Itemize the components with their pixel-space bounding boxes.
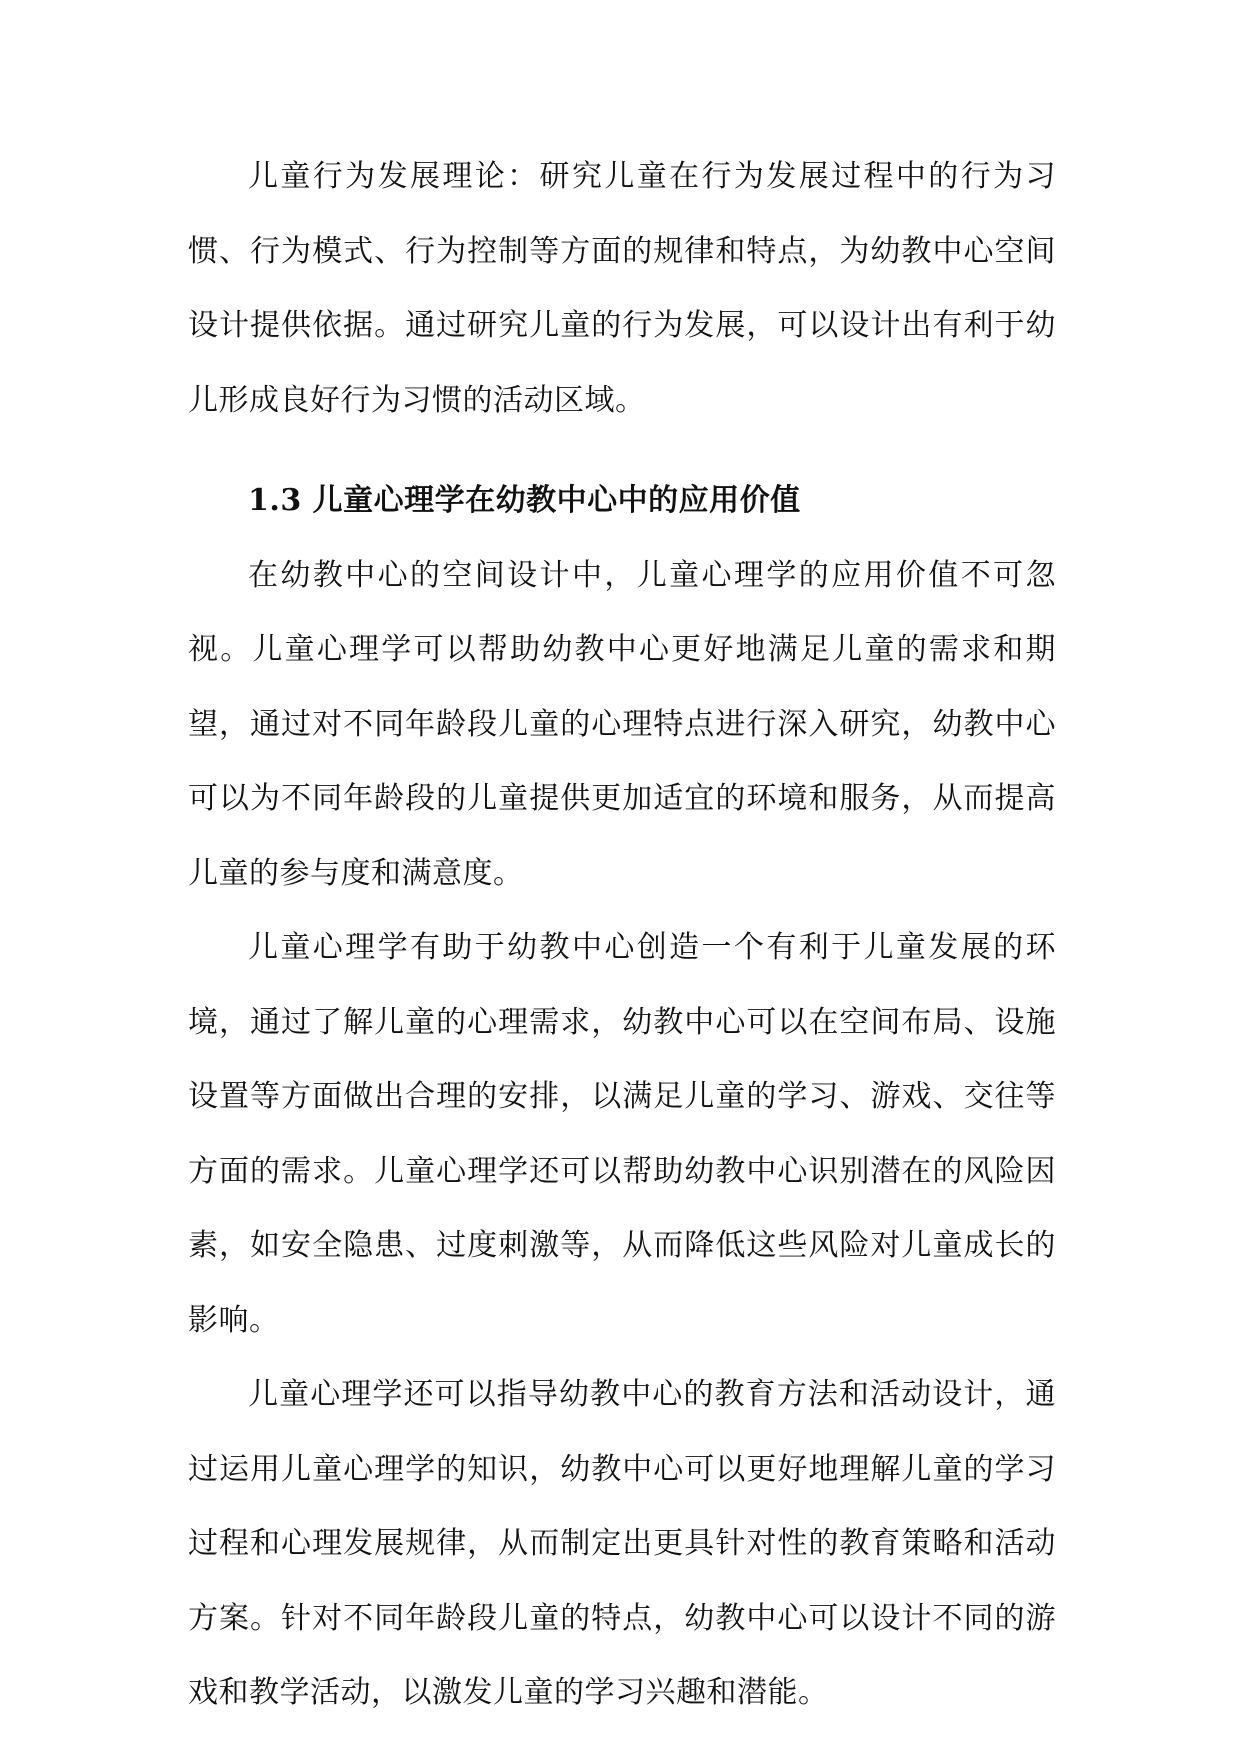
paragraph-behavior-theory: 儿童行为发展理论：研究儿童在行为发展过程中的行为习惯、行为模式、行为控制等方面的规律和特点，为幼教中心空间设计提供依据。通过研究儿童的行为发展，可以设计出有利于幼儿形成良好行为习惯的活动区域。 bbox=[188, 159, 1056, 418]
paragraph-application-value: 在幼教中心的空间设计中，儿童心理学的应用价值不可忽视。儿童心理学可以帮助幼教中心更好地满足儿童的需求和期望，通过对不同年龄段儿童的心理特点进行深入研究，幼教中心可以为不同年龄段的儿童提供更加适宜的环境和服务，从而提高儿童的参与度和满意度。 bbox=[188, 557, 1056, 891]
paragraph-education-methods: 儿童心理学还可以指导幼教中心的教育方法和活动设计，通过运用儿童心理学的知识，幼教中心可以更好地理解儿童的学习过程和心理发展规律，从而制定出更具针对性的教育策略和活动方案。针对不同年龄段儿童的特点，幼教中心可以设计不同的游戏和教学活动，以激发儿童的学习兴趣和潜能。 bbox=[188, 1377, 1056, 1710]
section-heading: 1.3 儿童心理学在幼教中心中的应用价值 bbox=[248, 483, 801, 518]
document-body bbox=[188, 140, 1056, 1731]
paragraph-environment: 儿童心理学有助于幼教中心创造一个有利于儿童发展的环境，通过了解儿童的心理需求，幼教中心可以在空间布局、设施设置等方面做出合理的安排，以满足儿童的学习、游戏、交往等方面的需求。儿童心理学还可以帮助幼教中心识别潜在的风险因素，如安全隐患、过度刺激等，从而降低这些风险对儿童成长的影响。 bbox=[188, 930, 1056, 1338]
